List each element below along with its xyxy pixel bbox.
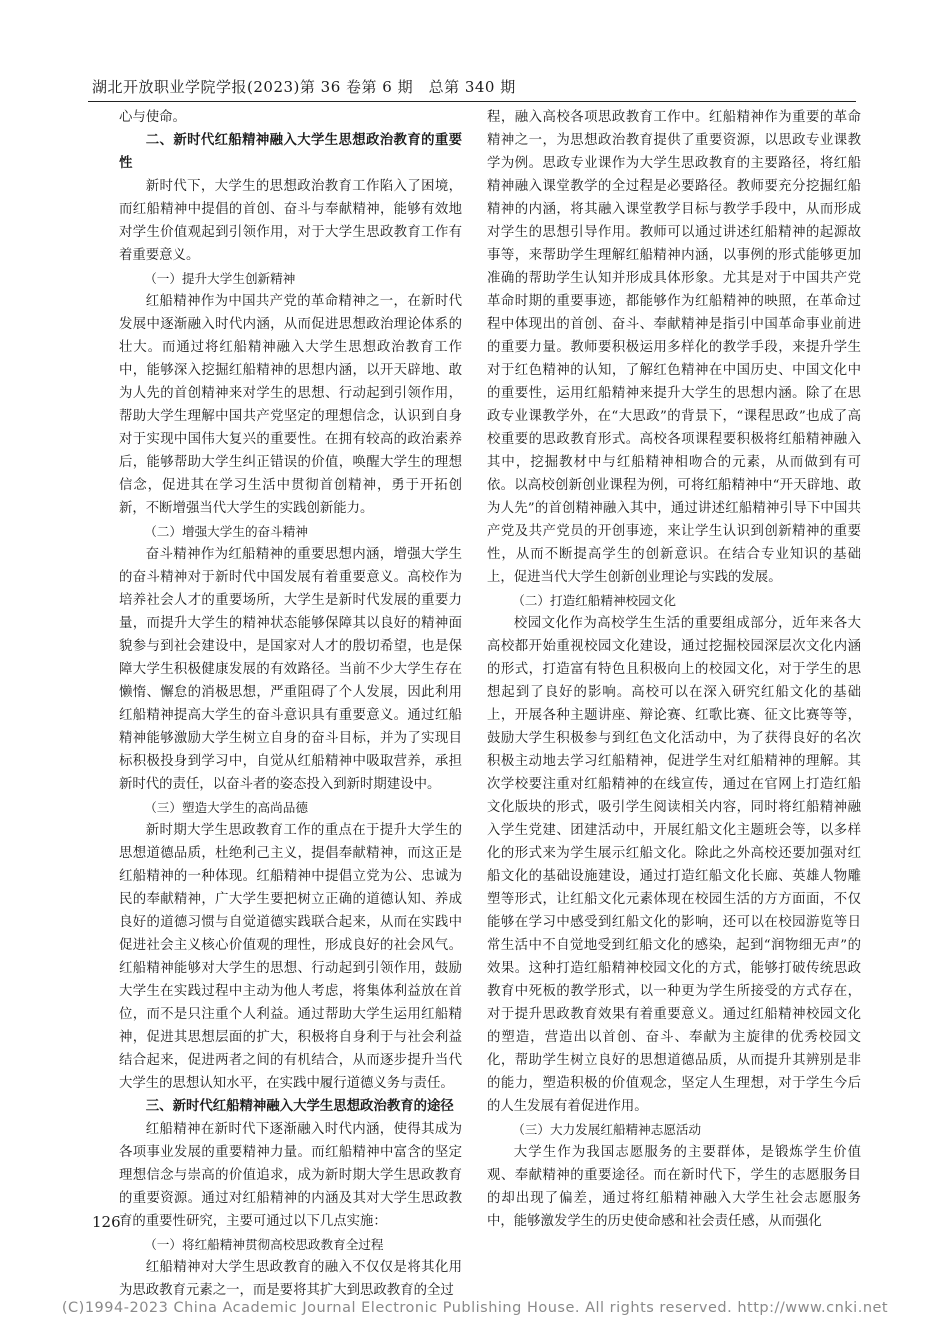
page-number: 126 (92, 1213, 121, 1231)
paragraph: 红船精神作为中国共产党的革命精神之一，在新时代发展中逐渐融入时代内涵，从而促进思想政治理论体系的壮大。而通过将红船精神融入大学生思想政治教育工作中，能够深入挖掘红船精神的思想内涵，以开天辟地、敢为人先的首创精神来对学生的思想、行动起到引领作用，帮助大学生理解中国共产党坚定的理想信念，认识到自身对于实现中国伟大复兴的重要性。在拥有较高的政治素养后，能够帮助大学生纠正错误的价值，唤醒大学生的理想信念，促进其在学习生活中贯彻首创精神，勇于开拓创新，不断增强当代大学生的实践创新能力。 (119, 294, 462, 516)
paragraph: 心与使命。 (119, 110, 186, 125)
paragraph: 红船精神在新时代下逐渐融入时代内涵，使得其成为各项事业发展的重要精神力量。而红船精神中富含的坚定理想信念与崇高的价值追求，成为新时期大学生思政教育的重要资源。通过对红船精神的内涵及其对大学生思政教育的重要性研究，主要可通过以下几点实施： (119, 1122, 462, 1229)
paragraph: 程，融入高校各项思政教育工作中。红船精神作为重要的革命精神之一，为思想政治教育提供了重要资源，以思政专业课教学为例。思政专业课作为大学生思政教育的主要路径，将红船精神融入课堂教学的全过程是必要路径。教师要充分挖掘红船精神的内涵，将其融入课堂教学目标与教学手段中，从而形成对学生的思想引导作用。教师可以通过讲述红船精神的起源故事等，来帮助学生理解红船精神内涵，以事例的形式能够更加准确的帮助学生认知并形成具体形象。尤其是对于中国共产党革命时期的重要事迹，都能够作为红船精神的映照，在革命过程中体现出的首创、奋斗、奉献精神是指引中国革命事业前进的重要力量。教师要积极运用多样化的教学手段，来提升学生对于红色精神的认知，了解红色精神在中国历史、中国文化中的重要性，运用红船精神来提升大学生的思想内涵。除了在思政专业课教学外，在“大思政”的背景下，“课程思政”也成了高校重要的思政教育形式。高校各项课程要积极将红船精神融入其中，挖掘教材中与红船精神相吻合的元素，从而做到有可依。以高校创新创业课程为例，可将红船精神中“开天辟地、敢为人先”的首创精神融入其中，通过讲述红船精神引导下中国共产党及共产党员的开创事迹，来让学生认识到创新精神的重要性，从而不断提高学生的创新意识。在结合专业知识的基础上，促进当代大学生创新创业理论与实践的发展。 (487, 110, 861, 585)
paragraph: 大学生作为我国志愿服务的主要群体，是锻炼学生价值观、奉献精神的重要途径。而在新时代下，学生的志愿服务目的却出现了偏差，通过将红船精神融入大学生社会志愿服务中，能够激发学生的历史使命感和社会责任感，从而强化 (487, 1145, 861, 1229)
paragraph: 新时期大学生思政教育工作的重点在于提升大学生的思想道德品质，杜绝利己主义，提倡奉献精神，而这正是红船精神的一种体现。红船精神中提倡立党为公、忠诚为民的奉献精神，广大学生要把树立正确的道德认知、养成良好的道德习惯与自觉道德实践联合起来，从而在实践中促进社会主义核心价值观的理性，形成良好的社会风气。红船精神能够对大学生的思想、行动起到引领作用，鼓励大学生在实践过程中主动为他人考虑，将集体利益放在首位，而不是只注重个人利益。通过帮助大学生运用红船精神，促进其思想层面的扩大，积极将自身利于与社会利益结合起来，促进两者之间的有机结合，从而逐步提升当代大学生的思想认知水平，在实践中履行道德义务与责任。 (119, 823, 462, 1091)
paragraph: 新时代下，大学生的思想政治教育工作陷入了困境，而红船精神中提倡的首创、奋斗与奉献精神，能够有效地对学生价值观起到引领作用，对于大学生思政教育工作有着重要意义。 (119, 179, 462, 263)
section-heading: 三、新时代红船精神融入大学生思想政治教育的途径 (145, 1099, 454, 1114)
left-column (119, 106, 462, 1302)
subsection-heading: （三）大力发展红船精神志愿活动 (512, 1122, 702, 1137)
right-column (487, 106, 861, 1233)
section-heading: 二、新时代红船精神融入大学生思想政治教育的重要性 (119, 133, 462, 171)
subsection-heading: （一）提升大学生创新精神 (144, 271, 296, 286)
copyright-footer: (C)1994-2023 China Academic Journal Electronic Publishing House. All rights reserved. http://www.cnki.net (61, 1300, 889, 1316)
subsection-heading: （三）塑造大学生的高尚品德 (144, 800, 308, 815)
running-header: 湖北开放职业学院学报(2023)第 36 卷第 6 期 总第 340 期 (92, 78, 516, 96)
subsection-heading: （二）增强大学生的奋斗精神 (144, 524, 308, 539)
subsection-heading: （一）将红船精神贯彻高校思政教育全过程 (144, 1237, 384, 1252)
paragraph: 校园文化作为高校学生生活的重要组成部分，近年来各大高校都开始重视校园文化建设，通过挖掘校园深层次文化内涵的形式，打造富有特色且积极向上的校园文化，对于学生的思想起到了良好的影响。高校可以在深入研究红船文化的基础上，开展各种主题讲座、辩论赛、红歌比赛、征文比赛等等，鼓励大学生积极参与到红色文化活动中，为了获得良好的名次积极主动地去学习红船精神，促进学生对红船精神的理解。其次学校要注重对红船精神的在线宣传，通过在官网上打造红船文化版块的形式，吸引学生阅读相关内容，同时将红船精神融入学生党建、团建活动中，开展红船文化主题班会等，以多样化的形式来为学生展示红船文化。除此之外高校还要加强对红船文化的基础设施建设，通过打造红船文化长廊、英雄人物雕塑等形式，让红船文化元素体现在校园生活的方方面面，不仅能够在学习中感受到红船文化的影响，还可以在校园游览等日常生活中不自觉地受到红船文化的感染，起到“润物细无声”的效果。这种打造红船精神校园文化的方式，能够打破传统思政教育中死板的教学形式，以一种更为学生所接受的方式存在，对于提升思政教育效果有着重要意义。通过红船精神校园文化的塑造，营造出以首创、奋斗、奉献为主旋律的优秀校园文化，帮助学生树立良好的思想道德品质，从而提升其辨别是非的能力，塑造积极的价值观念，坚定人生理想，对于学生今后的人生发展有着促进作用。 (487, 616, 861, 1114)
paragraph: 奋斗精神作为红船精神的重要思想内涵，增强大学生的奋斗精神对于新时代中国发展有着重要意义。高校作为培养社会人才的重要场所，大学生是新时代发展的重要力量，而提升大学生的精神状态能够保障其以良好的精神面貌参与到社会建设中，是国家对人才的殷切希望，也是保障大学生积极健康发展的有效路径。当前不少大学生存在懒惰、懈怠的消极思想，严重阻碍了个人发展，因此利用红船精神提高大学生的奋斗意识具有重要意义。通过红船精神能够激励大学生树立自身的奋斗目标，并为了实现目标积极投身到学习中，自觉从红船精神中吸取营养，承担新时代的责任，以奋斗者的姿态投入到新时期建设中。 (119, 547, 462, 792)
header-rule (88, 101, 856, 102)
paragraph: 红船精神对大学生思政教育的融入不仅仅是将其化用为思政教育元素之一，而是要将其扩大到思政教育的全过 (119, 1260, 462, 1298)
subsection-heading: （二）打造红船精神校园文化 (512, 593, 676, 608)
